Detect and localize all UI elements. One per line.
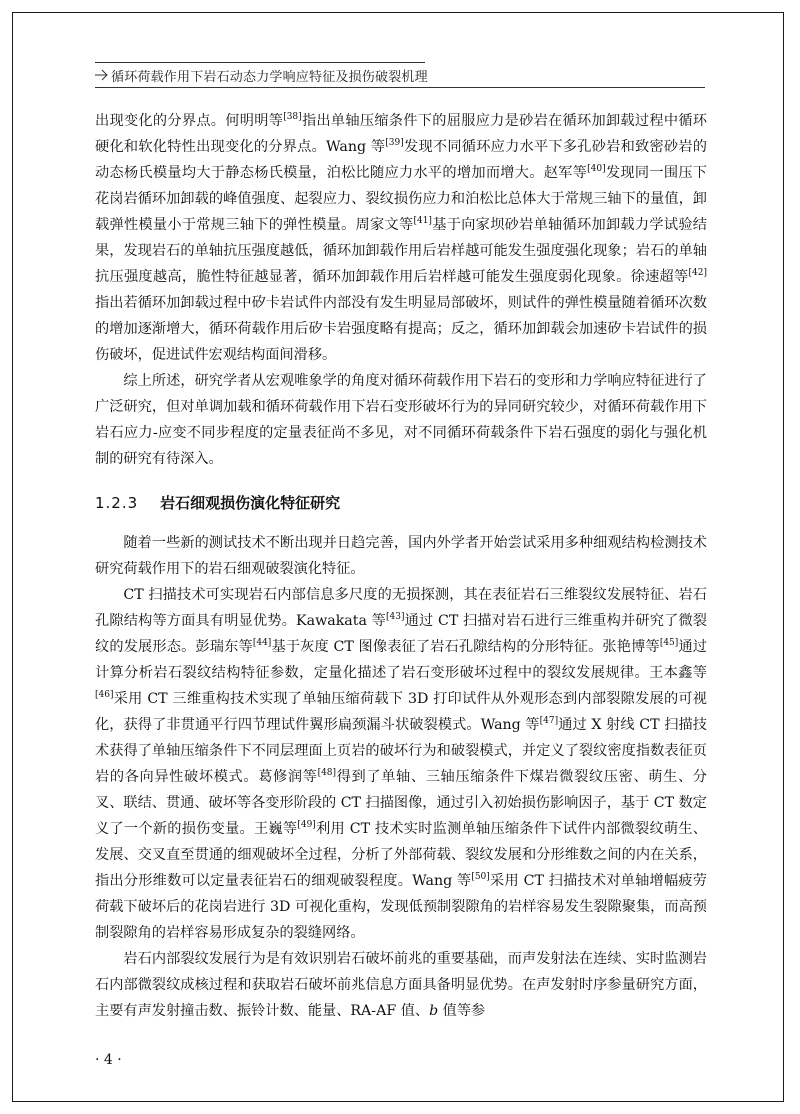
header-rule-bottom	[95, 87, 705, 88]
arrow-right-icon	[95, 69, 109, 81]
running-header	[95, 66, 705, 90]
citation-48: [48]	[317, 768, 337, 778]
section-heading	[95, 490, 707, 516]
citation-38: [38]	[283, 112, 302, 122]
citation-41: [41]	[413, 216, 432, 226]
body-text	[95, 108, 707, 1024]
citation-44: [44]	[252, 638, 272, 648]
paragraph-1: 出现变化的分界点。何明明等[38]指出单轴压缩条件下的屈服应力是砂岩在循环加卸载过程中循环硬化和软化特性出现变化的分界点。Wang 等[39]发现不同循环应力水平下多孔砂岩和致密砂岩的动态杨氏模量均大于静态杨氏模量，泊松比随应力水平的增加而增大。赵军等[40]发现同一围压下花岗岩循环加卸载的峰值强度、起裂应力、裂纹损伤应力和泊松比总体大于常规三轴下的量值，卸载弹性模量小于常规三轴下的弹性模量。周家文等[41]基于向家坝砂岩单轴循环加卸载力学试验结果，发现岩石的单轴抗压强度越低，循环加卸载作用后岩样越可能发生强度强化现象；岩石的单轴抗压强度越高，脆性特征越显著，循环加卸载作用后岩样越可能发生强度弱化现象。徐速超等[42]指出若循环加卸载过程中矽卡岩试件内部没有发生明显局部破坏，则试件的弹性模量随着循环次数的增加逐渐增大，循环荷载作用后矽卡岩强度略有提高；反之，循环加卸载会加速矽卡岩试件的损伤破坏，促进试件宏观结构面间滑移。	[95, 112, 707, 363]
citation-46: [46]	[95, 690, 114, 700]
running-header-title: 循环荷载作用下岩石动态力学响应特征及损伤破裂机理	[111, 70, 428, 85]
header-rule-top	[95, 62, 425, 63]
citation-47: [47]	[539, 716, 559, 726]
citation-42: [42]	[688, 268, 707, 278]
citation-50: [50]	[471, 872, 490, 882]
section-title: 岩石细观损伤演化特征研究	[160, 494, 341, 512]
b-variable: b	[429, 1003, 439, 1019]
paragraph-2: 综上所述，研究学者从宏观唯象学的角度对循环荷载作用下岩石的变形和力学响应特征进行了广泛研究，但对单调加载和循环荷载作用下岩石变形破坏行为的异同研究较少，对循环荷载作用下岩石应力-应变不同步程度的定量表征尚不多见，对不同循环荷载条件下岩石强度的弱化与强化机制的研究有待深入。	[95, 373, 707, 467]
citation-45: [45]	[659, 638, 679, 648]
section-number: 1.2.3	[95, 494, 139, 512]
page-number: · 4 ·	[95, 1052, 122, 1068]
citation-49: [49]	[297, 820, 316, 830]
paragraph-3: 随着一些新的测试技术不断出现并日趋完善，国内外学者开始尝试采用多种细观结构检测技术研究荷载作用下的岩石细观破裂演化特征。	[95, 535, 707, 577]
paragraph-4: CT 扫描技术可实现岩石内部信息多尺度的无损探测，其在表征岩石三维裂纹发展特征、岩石孔隙结构等方面具有明显优势。Kawakata 等[43]通过 CT 扫描对岩石进行三维重构并研究了微裂纹的发展形态。彭瑞东等[44]基于灰度 CT 图像表征了岩石孔隙结构的分形特征。张艳博等[45]通过计算分析岩石裂纹结构特征参数，定量化描述了岩石变形破坏过程中的裂纹发展规律。王本鑫等[46]采用 CT 三维重构技术实现了单轴压缩荷载下 3D 打印试件从外观形态到内部裂隙发展的可视化，获得了非贯通平行四节理试件翼形扁颈漏斗状破裂模式。Wang 等[47]通过 X 射线 CT 扫描技术获得了单轴压缩条件下不同层理面上页岩的破坏行为和破裂模式，并定义了裂纹密度指数表征页岩的各向异性破坏模式。葛修润等[48]得到了单轴、三轴压缩条件下煤岩微裂纹压密、萌生、分叉、联结、贯通、破坏等各变形阶段的 CT 扫描图像，通过引入初始损伤影响因子，基于 CT 数定义了一个新的损伤变量。王巍等[49]利用 CT 技术实时监测单轴压缩条件下试件内部微裂纹萌生、发展、交叉直至贯通的细观破坏全过程，分析了外部荷载、裂纹发展和分形维数之间的内在关系，指出分形维数可以定量表征岩石的细观破裂程度。Wang 等[50]采用 CT 扫描技术对单轴增幅疲劳荷载下破坏后的花岗岩进行 3D 可视化重构，发现低预制裂隙角的岩样容易发生裂隙聚集，而高预制裂隙角的岩样容易形成复杂的裂缝网络。	[95, 587, 708, 941]
citation-39: [39]	[385, 138, 404, 148]
paragraph-5: 岩石内部裂纹发展行为是有效识别岩石破坏前兆的重要基础，而声发射法在连续、实时监测岩石内部微裂纹成核过程和获取岩石破坏前兆信息方面具备明显优势。在声发射时序参量研究方面，主要有声发射撞击数、振铃计数、能量、RA-AF 值、b 值等参	[95, 951, 707, 1019]
citation-43: [43]	[385, 612, 405, 622]
citation-40: [40]	[587, 164, 606, 174]
